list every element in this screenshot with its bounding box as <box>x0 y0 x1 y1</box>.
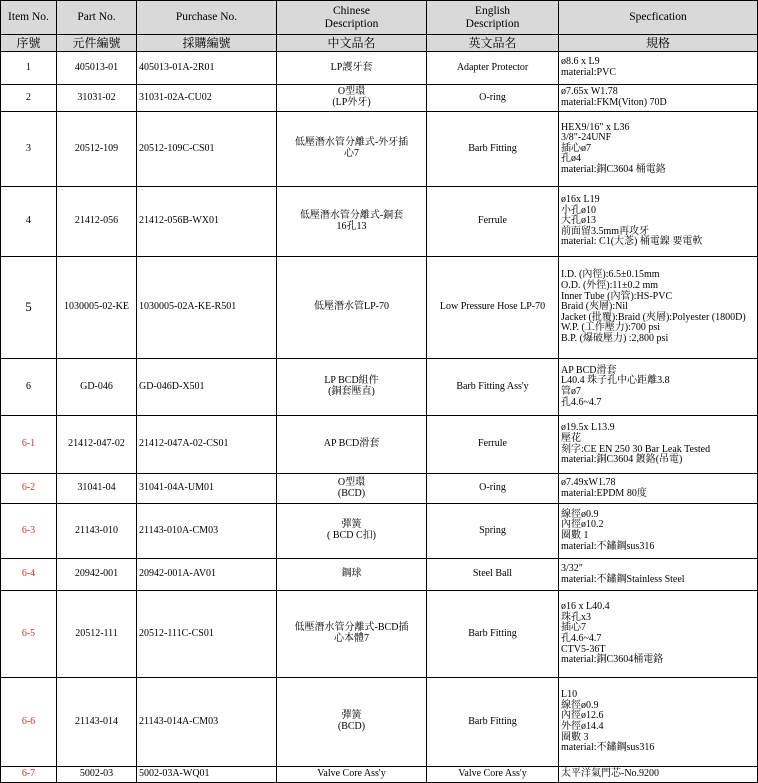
specification-cell-line: 太平洋氣門芯-No.9200 <box>561 768 660 780</box>
header-purchase-no: Purchase No. <box>137 1 277 35</box>
table-row <box>1 591 758 678</box>
specification-cell <box>559 767 758 783</box>
specification-cell <box>559 678 758 767</box>
header-chinese-description: Chinese Description <box>277 1 427 35</box>
purchase-no-cell: 21412-047A-02-CS01 <box>137 416 277 474</box>
specification-cell <box>559 52 758 85</box>
specification-cell-line: 小孔ø10 <box>561 204 596 216</box>
part-no-cell: 21143-010 <box>57 504 137 559</box>
item-no-cell: 6-3 <box>1 504 57 559</box>
english-description-cell: Steel Ball <box>427 559 559 591</box>
chinese-description-cell <box>277 504 427 559</box>
part-no-cell: 5002-03 <box>57 767 137 783</box>
specification-cell-line: 壓花 <box>561 432 581 444</box>
purchase-no-cell: 21143-010A-CM03 <box>137 504 277 559</box>
specification-cell-line: material:銅C3604桶電鉻 <box>561 654 664 666</box>
chinese-description-cell-line: 16孔13 <box>336 220 367 232</box>
specification-cell <box>559 112 758 187</box>
chinese-description-cell <box>277 416 427 474</box>
table-row <box>1 559 758 591</box>
purchase-no-cell: 1030005-02A-KE-R501 <box>137 257 277 359</box>
chinese-description-cell-line: 心本體7 <box>334 633 369 644</box>
specification-cell-line: 內徑ø12.6 <box>561 710 604 722</box>
specification-cell-line: material:PVC <box>561 67 616 78</box>
english-description-cell: O-ring <box>427 85 559 112</box>
chinese-description-cell-line: 低壓潛水管分離式-BCD插 <box>294 622 409 634</box>
table-row <box>1 359 758 416</box>
table-row <box>1 257 758 359</box>
part-no-cell: 31031-02 <box>57 85 137 112</box>
chinese-description-cell <box>277 678 427 767</box>
specification-cell <box>559 257 758 359</box>
purchase-no-cell: 31031-02A-CU02 <box>137 85 277 112</box>
chinese-description-cell <box>277 767 427 783</box>
specification-cell-line: material:FKM(Viton) 70D <box>561 97 667 108</box>
item-no-cell: 6-6 <box>1 678 57 767</box>
english-description-cell: Barb Fitting <box>427 112 559 187</box>
specification-cell-line: 孔ø4 <box>561 153 581 165</box>
item-no-cell: 6-7 <box>1 767 57 783</box>
purchase-no-cell: 405013-01A-2R01 <box>137 52 277 85</box>
english-description-cell: Barb Fitting <box>427 678 559 767</box>
specification-cell-line: 外徑ø14.4 <box>561 721 604 732</box>
chinese-description-cell <box>277 112 427 187</box>
header-english-description: English Description <box>427 1 559 35</box>
part-no-cell: 21143-014 <box>57 678 137 767</box>
specification-cell-line: 插心7 <box>561 622 586 634</box>
specification-cell-line: ø16 x L40.4 <box>561 601 610 613</box>
specification-cell-line: material:銅C3604 鍍鉻(吊電) <box>561 454 683 466</box>
english-description-cell: Ferrule <box>427 416 559 474</box>
chinese-description-cell <box>277 187 427 257</box>
specification-cell-line: 圈數 1 <box>561 530 589 541</box>
chinese-description-cell-line: 低壓潛水管分離式-銅套 <box>299 209 404 221</box>
specification-cell-line: W.P. (工作壓力):700 psi <box>561 322 661 334</box>
table-row <box>1 52 758 85</box>
table-body <box>1 52 758 783</box>
specification-cell-line: material:不鏽鋼sus316 <box>561 742 655 754</box>
specification-cell <box>559 187 758 257</box>
specification-cell <box>559 504 758 559</box>
part-no-cell: 20942-001 <box>57 559 137 591</box>
chinese-description-cell-line: O型環 <box>337 86 366 98</box>
header-part-no: Part No. <box>57 1 137 35</box>
chinese-description-cell <box>277 85 427 112</box>
specification-cell-line: ø16x L19 <box>561 194 600 206</box>
specification-cell-line: 內徑ø10.2 <box>561 519 604 531</box>
chinese-description-cell <box>277 359 427 416</box>
specification-cell-line: 大孔ø13 <box>561 215 596 227</box>
header-specification: Specfication <box>559 1 758 35</box>
chinese-description-cell-line: O型環 <box>337 476 366 488</box>
purchase-no-cell: GD-046D-X501 <box>137 359 277 416</box>
purchase-no-cell: 5002-03A-WQ01 <box>137 767 277 783</box>
chinese-description-cell-line: 彈簧 <box>341 710 362 722</box>
specification-cell-line: HEX9/16" x L36 <box>561 121 630 133</box>
header-row-english <box>1 1 758 35</box>
item-no-cell: 6 <box>1 359 57 416</box>
item-no-cell: 6-1 <box>1 416 57 474</box>
specification-cell-line: material:不鏽鋼Stainless Steel <box>561 573 685 585</box>
item-no-cell: 1 <box>1 52 57 85</box>
specification-cell <box>559 559 758 591</box>
purchase-no-cell: 21143-014A-CM03 <box>137 678 277 767</box>
specification-cell-line: 插心ø7 <box>561 142 591 154</box>
english-description-cell: Spring <box>427 504 559 559</box>
part-no-cell: 31041-04 <box>57 474 137 504</box>
english-description-cell: Low Pressure Hose LP-70 <box>427 257 559 359</box>
specification-cell-line: L40.4 珠子孔中心距離3.8 <box>561 375 670 387</box>
specification-cell-line: 前面留3.5mm再攻牙 <box>561 225 650 237</box>
specification-cell-line: B.P. (爆破壓力) :2,800 psi <box>561 332 669 344</box>
specification-cell-line: 3/8"-24UNF <box>561 132 612 144</box>
item-no-cell: 4 <box>1 187 57 257</box>
chinese-description-cell-line: LP BCD組件 <box>324 375 379 387</box>
table-row <box>1 474 758 504</box>
specification-cell-line: Jacket (批覆):Braid (夾層):Polyester (1800D) <box>561 311 746 323</box>
specification-cell-line: O.D. (外徑):11±0.2 mm <box>561 280 659 292</box>
specification-cell-line: 線徑ø0.9 <box>561 699 599 711</box>
header-english-description-zh: 英文品名 <box>427 35 559 52</box>
chinese-description-cell-line: 低壓潛水管分離式-外牙插 <box>294 137 409 149</box>
english-description-cell: O-ring <box>427 474 559 504</box>
part-no-cell: 21412-056 <box>57 187 137 257</box>
part-no-cell: 20512-111 <box>57 591 137 678</box>
part-no-cell: 1030005-02-KE <box>57 257 137 359</box>
specification-cell-line: material: C1(大菍) 桶電鎳 要電軟 <box>561 236 703 248</box>
item-no-cell: 2 <box>1 85 57 112</box>
chinese-description-cell-line: (銅套壓直) <box>328 386 375 397</box>
specification-cell-line: material:不鏽鋼sus316 <box>561 540 655 552</box>
specification-cell-line: Braid (夾層):Nil <box>561 301 628 313</box>
chinese-description-cell <box>277 591 427 678</box>
header-row-chinese <box>1 35 758 52</box>
specification-cell-line: 孔4.6~4.7 <box>561 633 602 644</box>
specification-cell-line: 線徑ø0.9 <box>561 508 599 520</box>
header-specification-zh: 規格 <box>559 35 758 52</box>
english-description-cell: Barb Fitting <box>427 591 559 678</box>
chinese-description-cell <box>277 474 427 504</box>
english-description-cell: Barb Fitting Ass'y <box>427 359 559 416</box>
header-item-no: Item No. <box>1 1 57 35</box>
chinese-description-cell-line: 鋼球 <box>341 568 362 580</box>
specification-cell <box>559 474 758 504</box>
table-row <box>1 187 758 257</box>
specification-cell <box>559 416 758 474</box>
specification-cell-line: material:銅C3604 桶電鉻 <box>561 163 666 175</box>
part-no-cell: 20512-109 <box>57 112 137 187</box>
specification-cell-line: 圈數 3 <box>561 731 589 743</box>
specification-cell-line: Inner Tube (內管):HS-PVC <box>561 290 673 302</box>
item-no-cell: 3 <box>1 112 57 187</box>
specification-cell-line: 刻字:CE EN 250 30 Bar Leak Tested <box>561 443 711 455</box>
part-no-cell: 21412-047-02 <box>57 416 137 474</box>
chinese-description-cell-line: (BCD) <box>337 487 366 499</box>
chinese-description-cell-line: 彈簧 <box>341 519 362 531</box>
table-row <box>1 767 758 783</box>
english-description-cell: Valve Core Ass'y <box>427 767 559 783</box>
item-no-cell: 5 <box>1 257 57 359</box>
header-purchase-no-zh: 採購編號 <box>137 35 277 52</box>
chinese-description-cell-line: ( BCD C扣) <box>327 530 376 541</box>
chinese-description-cell-line: 心7 <box>344 148 359 159</box>
specification-cell-line: ø7.65x W1.78 <box>561 86 618 98</box>
specification-cell-line: L10 <box>561 689 578 701</box>
table-row <box>1 416 758 474</box>
table-row <box>1 504 758 559</box>
specification-cell-line: I.D. (內徑):6.5±0.15mm <box>561 269 660 281</box>
header-item-no-zh: 序號 <box>1 35 57 52</box>
english-description-cell: Adapter Protector <box>427 52 559 85</box>
specification-cell-line: 珠孔x3 <box>561 611 591 623</box>
purchase-no-cell: 31041-04A-UM01 <box>137 474 277 504</box>
table-row <box>1 85 758 112</box>
item-no-cell: 6-4 <box>1 559 57 591</box>
specification-cell-line: 管ø7 <box>561 386 581 397</box>
chinese-description-cell-line: (LP外牙) <box>332 97 371 108</box>
chinese-description-cell <box>277 52 427 85</box>
chinese-description-cell-line: AP BCD滑套 <box>323 438 380 450</box>
specification-cell <box>559 591 758 678</box>
specification-cell-line: ø7.49xW1.78 <box>561 476 616 488</box>
header-part-no-zh: 元件編號 <box>57 35 137 52</box>
specification-cell-line: CTV5-36T <box>561 643 606 655</box>
part-no-cell: GD-046 <box>57 359 137 416</box>
purchase-no-cell: 20942-001A-AV01 <box>137 559 277 591</box>
part-no-cell: 405013-01 <box>57 52 137 85</box>
specification-cell-line: ø19.5x L13.9 <box>561 422 615 434</box>
chinese-description-cell-line: 低壓潛水管LP-70 <box>314 301 389 313</box>
item-no-cell: 6-2 <box>1 474 57 504</box>
english-description-cell: Ferrule <box>427 187 559 257</box>
specification-cell-line: ø8.6 x L9 <box>561 56 600 68</box>
specification-cell-line: 3/32" <box>561 562 583 574</box>
chinese-description-cell-line: LP護牙套 <box>330 61 373 73</box>
table-row <box>1 678 758 767</box>
table-row <box>1 112 758 187</box>
specification-cell <box>559 85 758 112</box>
chinese-description-cell-line: (BCD) <box>337 721 366 732</box>
purchase-no-cell: 20512-109C-CS01 <box>137 112 277 187</box>
item-no-cell: 6-5 <box>1 591 57 678</box>
chinese-description-cell <box>277 257 427 359</box>
chinese-description-cell <box>277 559 427 591</box>
specification-cell <box>559 359 758 416</box>
chinese-description-cell-line: Valve Core Ass'y <box>317 768 386 780</box>
purchase-no-cell: 21412-056B-WX01 <box>137 187 277 257</box>
specification-cell-line: AP BCD滑套 <box>561 364 617 376</box>
purchase-no-cell: 20512-111C-CS01 <box>137 591 277 678</box>
header-chinese-description-zh: 中文品名 <box>277 35 427 52</box>
specification-cell-line: material:EPDM 80度 <box>561 487 647 499</box>
specification-cell-line: 孔4.6~4.7 <box>561 396 602 408</box>
